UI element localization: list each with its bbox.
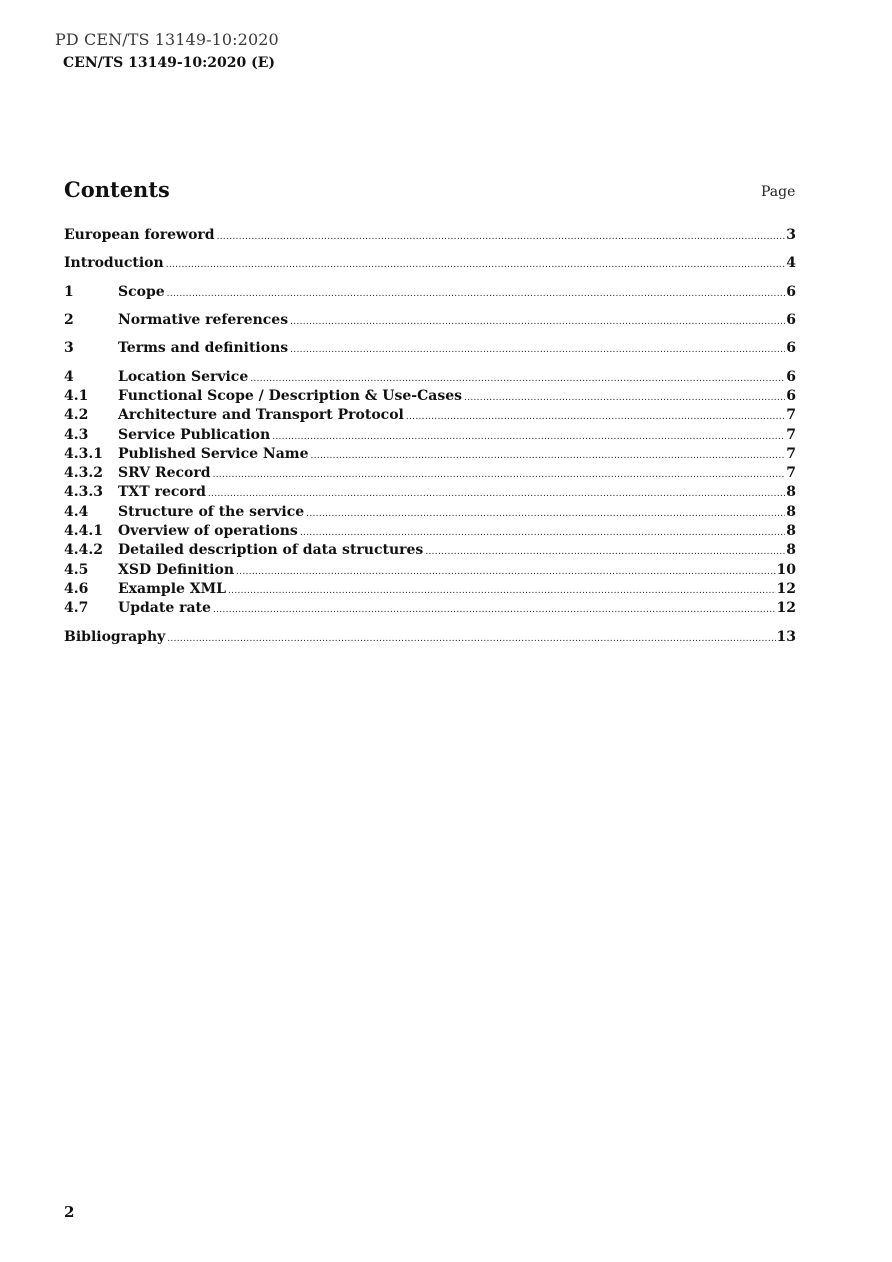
toc-entry-title: Location Service [118,369,249,385]
toc-entry[interactable] [64,387,796,406]
toc-entry-number: 4.3.3 [64,484,103,500]
toc-entry-title: European foreword [64,227,215,243]
toc-entry-number: 4.1 [64,388,89,404]
contents-heading: Contents [64,177,170,202]
toc-entry-page: 6 [786,388,796,404]
toc-entry[interactable] [64,368,796,387]
toc-entry[interactable] [64,599,796,618]
toc-entry[interactable] [64,406,796,425]
toc-entry-title: Update rate [118,600,211,616]
toc-entry-title: Scope [118,284,165,300]
dot-leader [290,341,785,360]
toc-entry-page: 4 [786,255,796,271]
toc-entry-title: Terms and definitions [118,340,289,356]
toc-entry-page: 6 [786,312,796,328]
dot-leader [167,285,786,304]
page-column-label: Page [761,184,796,200]
toc-entry-page: 6 [786,284,796,300]
toc-entry-number: 3 [64,340,74,356]
toc-entry-page: 3 [786,227,796,243]
toc-entry-page: 7 [786,465,796,481]
toc-entry-title: SRV Record [118,465,211,481]
toc-entry[interactable] [64,561,796,580]
toc-entry[interactable] [64,226,796,245]
toc-entry-number: 4.4 [64,504,89,520]
toc-entry[interactable] [64,503,796,522]
toc-entry-page: 12 [776,600,796,616]
toc-entry-title: Published Service Name [118,446,309,462]
toc-entry-title: Introduction [64,255,164,271]
toc-entry-number: 4.4.2 [64,542,103,558]
toc-entry-title: Service Publication [118,427,271,443]
toc-entry[interactable] [64,283,796,302]
toc-entry-number: 4.3.1 [64,446,103,462]
toc-entry[interactable] [64,483,796,502]
toc-entry-number: 4 [64,369,74,385]
toc-entry[interactable] [64,522,796,541]
toc-entry-page: 13 [776,629,796,645]
toc-entry-title: Example XML [118,581,226,597]
toc-entry[interactable] [64,580,796,599]
dot-leader [290,313,785,332]
toc-entry-title: Architecture and Transport Protocol [118,407,404,423]
dot-leader [406,408,785,427]
toc-entry-number: 2 [64,312,74,328]
toc-entry-page: 8 [786,504,796,520]
toc-entry-page: 12 [776,581,796,597]
toc-entry-title: Overview of operations [118,523,298,539]
toc-entry[interactable] [64,464,796,483]
dot-leader [425,543,785,562]
toc-entry-page: 7 [786,446,796,462]
toc-entry-number: 1 [64,284,74,300]
toc-entry-page: 8 [786,484,796,500]
toc-entry[interactable] [64,541,796,560]
toc-entry-title: Structure of the service [118,504,305,520]
toc-entry-title: Bibliography [64,629,166,645]
toc-entry-page: 7 [786,427,796,443]
toc-entry-number: 4.4.1 [64,523,103,539]
dot-leader [167,630,775,649]
toc-entry[interactable] [64,254,796,273]
toc-entry-page: 6 [786,340,796,356]
toc-entry-title: Normative references [118,312,289,328]
toc-entry-title: Detailed description of data structures [118,542,424,558]
toc-entry-title: TXT record [118,484,206,500]
toc-entry[interactable] [64,311,796,330]
dot-leader [208,485,785,504]
dot-leader [166,256,786,275]
document-id-header: PD CEN/TS 13149-10:2020 [55,30,279,49]
dot-leader [217,228,786,247]
toc-entry-title: XSD Definition [118,562,235,578]
toc-entry[interactable] [64,628,796,647]
toc-entry-page: 8 [786,523,796,539]
toc-entry-page: 10 [776,562,796,578]
toc-entry-number: 4.7 [64,600,89,616]
standard-id-header: CEN/TS 13149-10:2020 (E) [63,55,276,71]
toc-entry-page: 7 [786,407,796,423]
toc-entry-number: 4.5 [64,562,89,578]
toc-entry-number: 4.6 [64,581,89,597]
toc-entry-number: 4.3.2 [64,465,103,481]
toc-entry-title: Functional Scope / Description & Use-Cases [118,388,462,404]
toc-entry-page: 8 [786,542,796,558]
dot-leader [213,601,776,620]
page-number: 2 [64,1203,75,1221]
toc-entry-page: 6 [786,369,796,385]
toc-entry-number: 4.3 [64,427,89,443]
toc-entry-number: 4.2 [64,407,89,423]
toc-entry[interactable] [64,339,796,358]
toc-entry[interactable] [64,445,796,464]
toc-entry[interactable] [64,426,796,445]
